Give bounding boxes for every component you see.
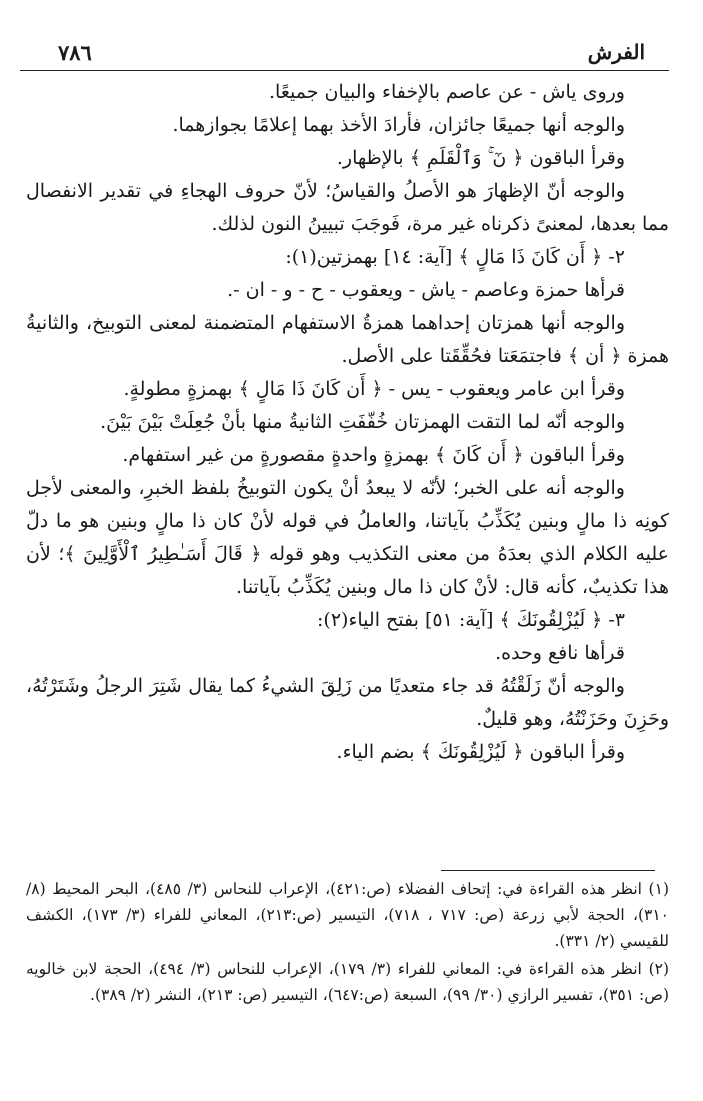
paragraph: وقرأ الباقون ﴿ أَن كَانَ ﴾ بهمزةٍ واحدةٍ مقصورةٍ من غير استفهام. [122,444,625,466]
paragraph: قرأها حمزة وعاصم - ياش - ويعقوب - ح - و - ان -. [227,279,625,301]
footnote: (٢) انظر هذه القراءة في: المعاني للفراء (٣/ ١٧٩)، الإعراب للنحاس (٣/ ٤٩٤)، الحجة لابن خالويه (ص: ٣٥١)، تفسير الرازي (٣٠/ ٩٩)، السبعة (ص:٦٤٧)، التيسير (ص: ٢١٣)، النشر (٢/ ٣٨٩). [26,960,670,1004]
paragraph: ٢- ﴿ أَن كَانَ ذَا مَالٍ ﴾ [آية: ١٤] بهمزتين(١): [285,246,625,268]
paragraph: والوجه أنّه لما التقت الهمزتان خُفّفَتِ الثانيةُ منها بأنْ جُعِلَتْ بَيْنَ بَيْنَ. [100,411,625,433]
paragraph: وقرأ الباقون ﴿ لَيُزْلِقُونَكَ ﴾ بضم الياء. [336,741,625,763]
footnote-rule [441,870,655,871]
page-header [36,38,667,66]
footnote: (١) انظر هذه القراءة في: إتحاف الفضلاء (ص:٤٢١)، الإعراب للنحاس (٣/ ٤٨٥)، البحر المحيط (٨/ ٣١٠)، الحجة لأبي زرعة (ص: ٧١٧ ، ٧١٨)، التيسير (ص:٢١٣)، المعاني للفراء (٣/ ١٧٣)، الكشف للقيسي (٢/ ٣٣١). [26,880,669,950]
footnotes [26,876,669,1010]
header-rule [20,70,669,71]
section-title: الفرش [587,40,645,64]
paragraph: وقرأ الباقون ﴿ نٓ ۚ وَٱلْقَلَمِ ﴾ بالإظهار. [336,147,625,169]
paragraph: والوجه أنها جميعًا جائزان، فأرادَ الأخذ بهما إعلامًا بجوازهما. [172,114,625,136]
paragraph: وروى ياش - عن عاصم بالإخفاء والبيان جميعًا. [269,81,625,103]
paragraph: والوجه أنّ زَلَقْتُهُ قد جاء متعديًا من زَلِقَ الشيءُ كما يقال شَتِرَ الرجلُ وشَتَرْتُهُ، وحَزِنَ وحَزَنْتُهُ، وهو قليلٌ. [26,675,669,730]
paragraph: والوجه أنها همزتان إحداهما همزةُ الاستفهام المتضمنة لمعنى التوبيخ، والثانيةُ همزة ﴿ أن ﴾ فاجتمَعَتا فحُقِّقَتا على الأصل. [26,312,669,367]
paragraph: وقرأ ابن عامر ويعقوب - يس - ﴿ أَن كَانَ ذَا مَالٍ ﴾ بهمزةٍ مطولةٍ. [123,378,625,400]
paragraph: قرأها نافع وحده. [495,642,625,664]
main-text [26,76,669,769]
paragraph: ٣- ﴿ لَيُزْلِقُونَكَ ﴾ [آية: ٥١] بفتح الياء(٢): [317,609,625,631]
paragraph: والوجه أنه على الخبر؛ لأنّه لا يبعدُ أنْ يكون التوبيخُ بلفظ الخبرِ، والمعنى لأجل كونِه ذا مالٍ وبنين يُكَذِّبُ بآياتنا، والعاملُ في قوله لأنْ كان ذا مالٍ وبنين هو ما دلّ عليه الكلام الذي بعدَهُ من معنى التكذيب وهو قوله ﴿ قَالَ أَسَـٰطِيرُ ٱلْأَوَّلِينَ ﴾؛ لأن هذا تكذيبٌ، كأنه قال: لأنْ كان ذا مال وبنين يُكَذِّبُ بآياتنا. [26,477,669,598]
paragraph: والوجه أنّ الإظهارَ هو الأصلُ والقياسُ؛ لأنّ حروف الهجاءِ في تقدير الانفصال مما بعدها، لمعنىً ذكرناه غير مرة، فَوجَبَ تبيينُ النون لذلك. [26,180,669,235]
page-number: ٧٨٦ [58,40,92,65]
